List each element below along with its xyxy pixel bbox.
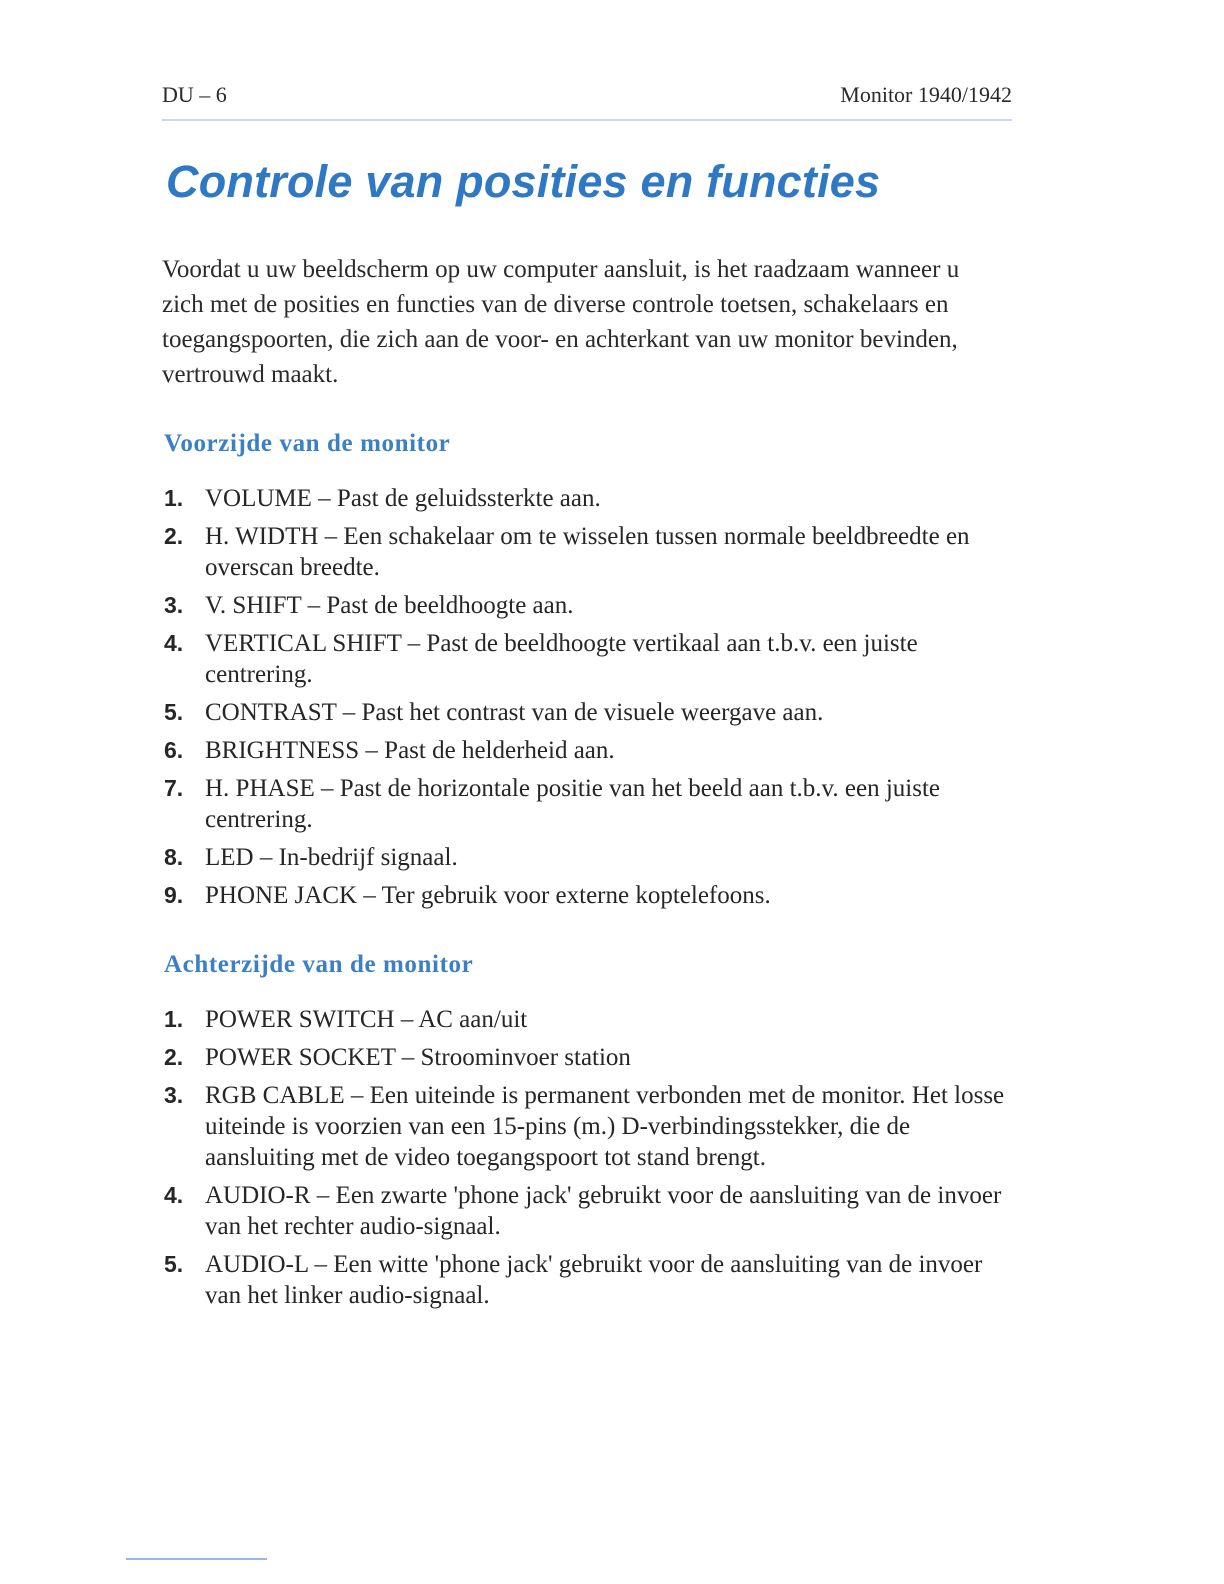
- back-connectors-list: [162, 1004, 1007, 1318]
- item-text: AUDIO-L – Een witte 'phone jack' gebruikt voor de aansluiting van de invoer van het linker audio-signaal.: [205, 1251, 983, 1309]
- item-text: POWER SWITCH – AC aan/uit: [205, 1006, 528, 1033]
- list-item: [162, 590, 1007, 621]
- item-number: 1.: [164, 485, 184, 511]
- item-number: 5.: [164, 699, 184, 725]
- item-text: AUDIO-R – Een zwarte 'phone jack' gebruikt voor de aansluiting van de invoer van het rechter audio-signaal.: [205, 1182, 1002, 1240]
- item-text: PHONE JACK – Ter gebruik voor externe koptelefoons.: [205, 882, 771, 909]
- item-text: LED – In-bedrijf signaal.: [205, 844, 458, 871]
- list-item: [162, 1180, 1007, 1242]
- item-text: VERTICAL SHIFT – Past de beeldhoogte vertikaal aan t.b.v. een juiste centrering.: [205, 630, 918, 688]
- list-item: [162, 521, 1007, 583]
- item-number: 3.: [164, 1082, 184, 1108]
- list-item: [162, 773, 1007, 835]
- item-number: 4.: [164, 630, 184, 656]
- front-controls-list: [162, 483, 1007, 918]
- list-item: [162, 1249, 1007, 1311]
- list-item: [162, 735, 1007, 766]
- item-number: 3.: [164, 592, 184, 618]
- document-title: Monitor 1940/1942: [840, 82, 1012, 107]
- page-title: Controle van posities en functies: [166, 156, 881, 207]
- list-item: [162, 697, 1007, 728]
- header-divider: [162, 119, 1012, 121]
- list-item: [162, 628, 1007, 690]
- item-number: 6.: [164, 737, 184, 763]
- item-number: 8.: [164, 844, 184, 870]
- item-text: CONTRAST – Past het contrast van de visuele weergave aan.: [205, 699, 824, 726]
- item-text: H. PHASE – Past de horizontale positie van het beeld aan t.b.v. een juiste centrering.: [205, 775, 941, 833]
- item-text: VOLUME – Past de geluidssterkte aan.: [205, 485, 601, 512]
- item-text: POWER SOCKET – Stroominvoer station: [205, 1044, 631, 1071]
- page-number: DU – 6: [162, 82, 227, 107]
- list-item: [162, 1080, 1007, 1173]
- intro-paragraph: Voordat u uw beeldscherm op uw computer aansluit, is het raadzaam wanneer u zich met de posities en functies van de diverse controle toetsen, schakelaars en toegangspoorten, die zich aan de voor- en achterkant van uw monitor bevinden, vertrouwd maakt.: [162, 256, 960, 388]
- item-text: BRIGHTNESS – Past de helderheid aan.: [205, 737, 615, 764]
- footer-divider: [126, 1558, 267, 1560]
- item-text: H. WIDTH – Een schakelaar om te wisselen tussen normale beeldbreedte en overscan breedte.: [205, 523, 970, 581]
- list-item: [162, 880, 1007, 911]
- list-item: [162, 483, 1007, 514]
- back-section-heading: Achterzijde van de monitor: [164, 951, 474, 978]
- item-number: 2.: [164, 1044, 184, 1070]
- item-number: 2.: [164, 523, 184, 549]
- item-text: V. SHIFT – Past de beeldhoogte aan.: [205, 592, 574, 619]
- page-header: [162, 82, 1012, 112]
- list-item: [162, 1042, 1007, 1073]
- item-number: 9.: [164, 882, 184, 908]
- item-number: 1.: [164, 1006, 184, 1032]
- item-text: RGB CABLE – Een uiteinde is permanent verbonden met de monitor. Het losse uiteinde is voorzien van een 15-pins (m.) D-verbindingsstekker, die de aansluiting met de video toegangspoort tot stand brengt.: [205, 1082, 1005, 1171]
- item-number: 4.: [164, 1182, 184, 1208]
- list-item: [162, 842, 1007, 873]
- item-number: 7.: [164, 775, 184, 801]
- item-number: 5.: [164, 1251, 184, 1277]
- front-section-heading: Voorzijde van de monitor: [164, 430, 451, 457]
- list-item: [162, 1004, 1007, 1035]
